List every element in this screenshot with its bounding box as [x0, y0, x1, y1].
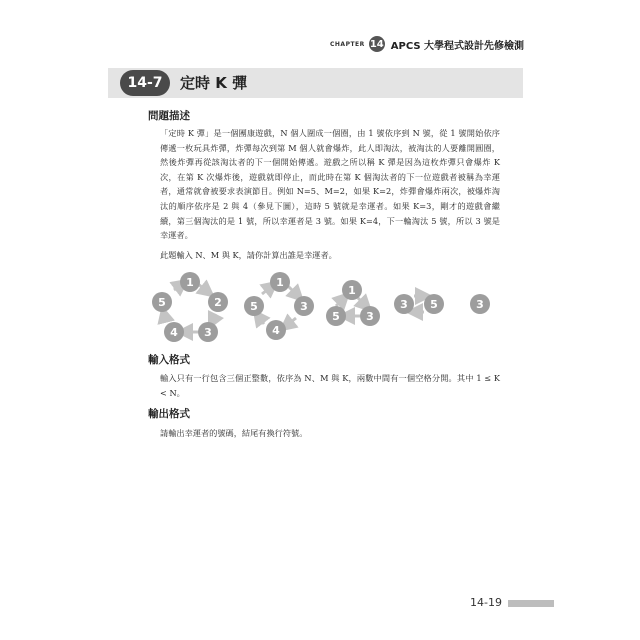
node-circle — [198, 322, 218, 342]
node-circle — [342, 280, 362, 300]
svg-text:5: 5 — [158, 296, 166, 309]
arrow-1-to-3 — [358, 298, 366, 306]
book-title: APCS 大學程式設計先修檢測 — [390, 40, 525, 52]
arrow-4-to-5 — [164, 314, 166, 322]
svg-text:3: 3 — [476, 298, 484, 311]
svg-text:4: 4 — [272, 324, 280, 337]
node-circle — [152, 292, 172, 312]
svg-text:5: 5 — [250, 300, 258, 313]
section-number-badge: 14-7 — [120, 70, 170, 96]
output-format-text: 請輸出幸運者的號碼，結尾有換行符號。 — [160, 428, 308, 438]
diagram-stage-1 — [152, 272, 228, 342]
problem-heading: 問題描述 — [148, 110, 190, 122]
node-circle — [244, 296, 264, 316]
problem-task-sentence: 此題輸入 N、M 與 K，請你計算出誰是幸運者。 — [160, 250, 337, 260]
svg-text:5: 5 — [332, 310, 340, 323]
elimination-diagram — [140, 270, 520, 350]
svg-text:3: 3 — [400, 298, 408, 311]
node-circle — [266, 320, 286, 340]
chapter-header — [330, 36, 524, 52]
svg-text:2: 2 — [214, 296, 222, 309]
svg-text:1: 1 — [276, 276, 284, 289]
node-circle — [180, 272, 200, 292]
node-circle — [294, 296, 314, 316]
arrow-3-to-4 — [286, 318, 296, 326]
svg-text:3: 3 — [366, 310, 374, 323]
page-number: 14-19 — [470, 596, 502, 609]
arrow-5-to-1 — [336, 298, 344, 306]
svg-text:1: 1 — [186, 276, 194, 289]
diagram-stage-5 — [470, 294, 490, 314]
arrow-1-to-3 — [288, 286, 298, 296]
svg-text:3: 3 — [204, 326, 212, 339]
arrow-1-to-2 — [198, 284, 208, 292]
section-title-band — [108, 68, 523, 98]
node-circle — [394, 294, 414, 314]
section-title: 定時 K 彈 — [180, 74, 248, 92]
input-format-heading: 輸入格式 — [148, 354, 190, 366]
node-circle — [164, 322, 184, 342]
footer-bar — [508, 600, 554, 607]
diagram-stage-3 — [326, 280, 380, 326]
diagram-stage-4 — [394, 294, 444, 314]
input-format-text: 輸入只有一行包含三個正整數，依序為 N、M 與 K，兩數中間有一個空格分開。其中 1 ≤ K < N。 — [160, 373, 500, 398]
svg-text:4: 4 — [170, 326, 178, 339]
node-circle — [208, 292, 228, 312]
arrow-4-to-5 — [258, 316, 264, 324]
arrow-5-to-1 — [262, 286, 272, 294]
node-circle — [360, 306, 380, 326]
output-format-heading: 輸出格式 — [148, 408, 190, 420]
node-circle — [270, 272, 290, 292]
node-circle — [424, 294, 444, 314]
svg-text:3: 3 — [300, 300, 308, 313]
svg-text:5: 5 — [430, 298, 438, 311]
svg-text:1: 1 — [348, 284, 356, 297]
arrow-2-to-3 — [212, 314, 216, 322]
problem-paragraph: 「定時 K 彈」是一個團康遊戲，N 個人圍成一個圈，由 1 號依序到 N 號，從 1 號開始依序傳遞一枚玩具炸彈，炸彈每次到第 M 個人就會爆炸，此人即淘汰，被淘汰的人要離開圓圈，然後炸彈再從該淘汰者的下一個開始傳遞。遊戲之所以稱 K 彈是因為這枚炸彈只會爆炸 K 次，在第 K 次爆炸後，遊戲就即停止，而此時在第 K 個淘汰者的下一位遊戲者被稱為幸運者，通常就會被要求表演節目。例如 N=5、M=2，如果 K=2，炸彈會爆炸兩次，被爆炸淘汰的順序依序是 2 與 4（參見下圖），這時 5 號就是幸運者。如果 K=3，剛才的遊戲會繼續，第三個淘汰的是 1 號，所以幸運者是 3 號。如果 K=4，下一輪淘汰 5 號，所以 3 號是幸運者。 — [160, 128, 500, 241]
node-circle — [470, 294, 490, 314]
diagram-stage-2 — [244, 272, 314, 340]
chapter-label: CHAPTER — [330, 40, 365, 48]
node-circle — [326, 306, 346, 326]
chapter-number-badge: 14 — [369, 36, 385, 52]
